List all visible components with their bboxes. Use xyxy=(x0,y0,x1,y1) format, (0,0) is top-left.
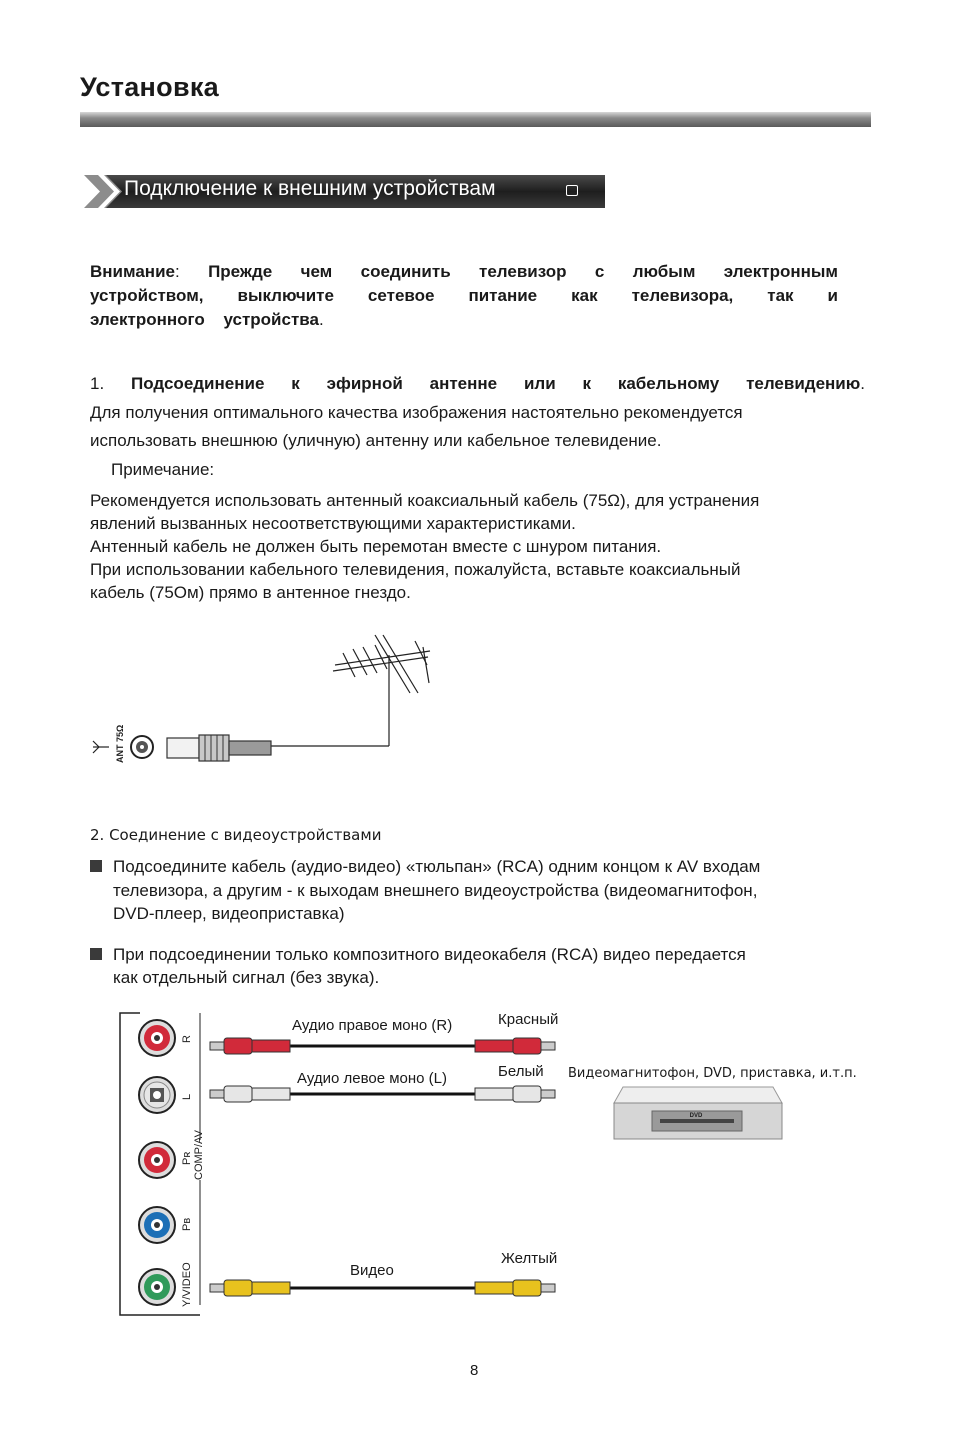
warning-line-3: электронного устройства xyxy=(90,310,319,329)
jack-pb-label: Pʙ xyxy=(181,1217,193,1231)
jack-video-icon xyxy=(139,1269,175,1305)
white-rca-cable xyxy=(210,1086,555,1102)
red-rca-cable xyxy=(210,1038,555,1054)
note-line-2: явлений вызванных несоответствующими характеристиками. xyxy=(90,514,576,533)
jack-pr-label: Pʀ xyxy=(181,1151,193,1165)
jack-pr-icon xyxy=(139,1142,175,1178)
jack-pb-icon xyxy=(139,1207,175,1243)
bullet-icon xyxy=(90,860,102,872)
audio-left-label: Аудио левое моно (L) xyxy=(297,1070,448,1087)
jack-r-icon xyxy=(139,1020,175,1056)
note-line-1: Рекомендуется использовать антенный коаксиальный кабель (75Ω), для устранения xyxy=(90,491,760,510)
jack-comp-label: COMP/AV xyxy=(193,1130,205,1180)
section1-heading: 1. Подсоединение к эфирной антенне или к кабельному телевидению. xyxy=(90,374,865,393)
section2-bullet1-line1: Подсоедините кабель (аудио-видео) «тюльпан» (RCA) одним концом к AV входам xyxy=(113,857,761,876)
warning-line-2: устройством, выключите сетевое питание как телевизора, так и xyxy=(90,286,838,305)
antenna-icon xyxy=(270,635,430,746)
section2-bullet2-line1: При подсоединении только композитного видеокабеля (RCA) видео передается xyxy=(113,945,746,964)
av-connection-diagram xyxy=(110,1005,870,1325)
yellow-label: Желтый xyxy=(501,1250,558,1267)
red-label: Красный xyxy=(498,1011,559,1028)
jack-r-label: R xyxy=(181,1035,193,1043)
device-label: Видеомагнитофон, DVD, приставка, и.т.п. xyxy=(568,1066,857,1081)
section2-bullet1-line2: телевизора, а другим - к выходам внешнего видеоустройства (видеомагнитофон, xyxy=(113,881,758,900)
video-label: Видео xyxy=(350,1262,394,1279)
section1-paragraph-2: использовать внешнюю (уличную) антенну или кабельное телевидение. xyxy=(90,431,662,450)
section2-bullet1-line3: DVD-плеер, видеоприставка) xyxy=(113,904,345,923)
warning-label: Внимание xyxy=(90,262,175,281)
jack-l-label: L xyxy=(181,1093,193,1100)
audio-right-label: Аудио правое моно (R) xyxy=(292,1017,453,1034)
section2-heading: 2. Соединение с видеоустройствами xyxy=(90,826,382,844)
section2-bullet2-line2: как отдельный сигнал (без звука). xyxy=(113,968,380,987)
antenna-diagram xyxy=(85,625,445,775)
jack-video-label: Y/VIDEO xyxy=(181,1262,193,1307)
note-line-4: При использовании кабельного телевидения, пожалуйста, вставьте коаксиальный xyxy=(90,560,741,579)
note-label: Примечание: xyxy=(111,460,215,479)
yellow-rca-cable xyxy=(210,1280,555,1296)
bullet-icon xyxy=(90,948,102,960)
coax-plug-icon xyxy=(167,735,271,761)
page-title: Установка xyxy=(80,72,219,102)
banner-title: Подключение к внешним устройствам xyxy=(124,177,496,200)
warning-block: Внимание: Прежде чем соединить телевизор с любым электронным устройством, выключите сетевое питание как телевизора, так и электронного устройства. xyxy=(90,262,838,329)
dvd-player-icon xyxy=(614,1087,782,1139)
jack-l-icon xyxy=(139,1077,175,1113)
white-label: Белый xyxy=(498,1063,544,1080)
antenna-port-label: ANT 75Ω xyxy=(115,724,125,763)
section1-paragraph-1: Для получения оптимального качества изображения настоятельно рекомендуется xyxy=(90,403,743,422)
header-rule xyxy=(80,112,871,127)
banner-square-icon xyxy=(566,185,578,196)
note-line-3: Антенный кабель не должен быть перемотан вместе с шнуром питания. xyxy=(90,537,662,556)
note-line-5: кабель (75Ом) прямо в антенное гнездо. xyxy=(90,583,411,602)
page-number: 8 xyxy=(470,1362,479,1379)
dvd-logo: DVD xyxy=(689,1113,703,1119)
